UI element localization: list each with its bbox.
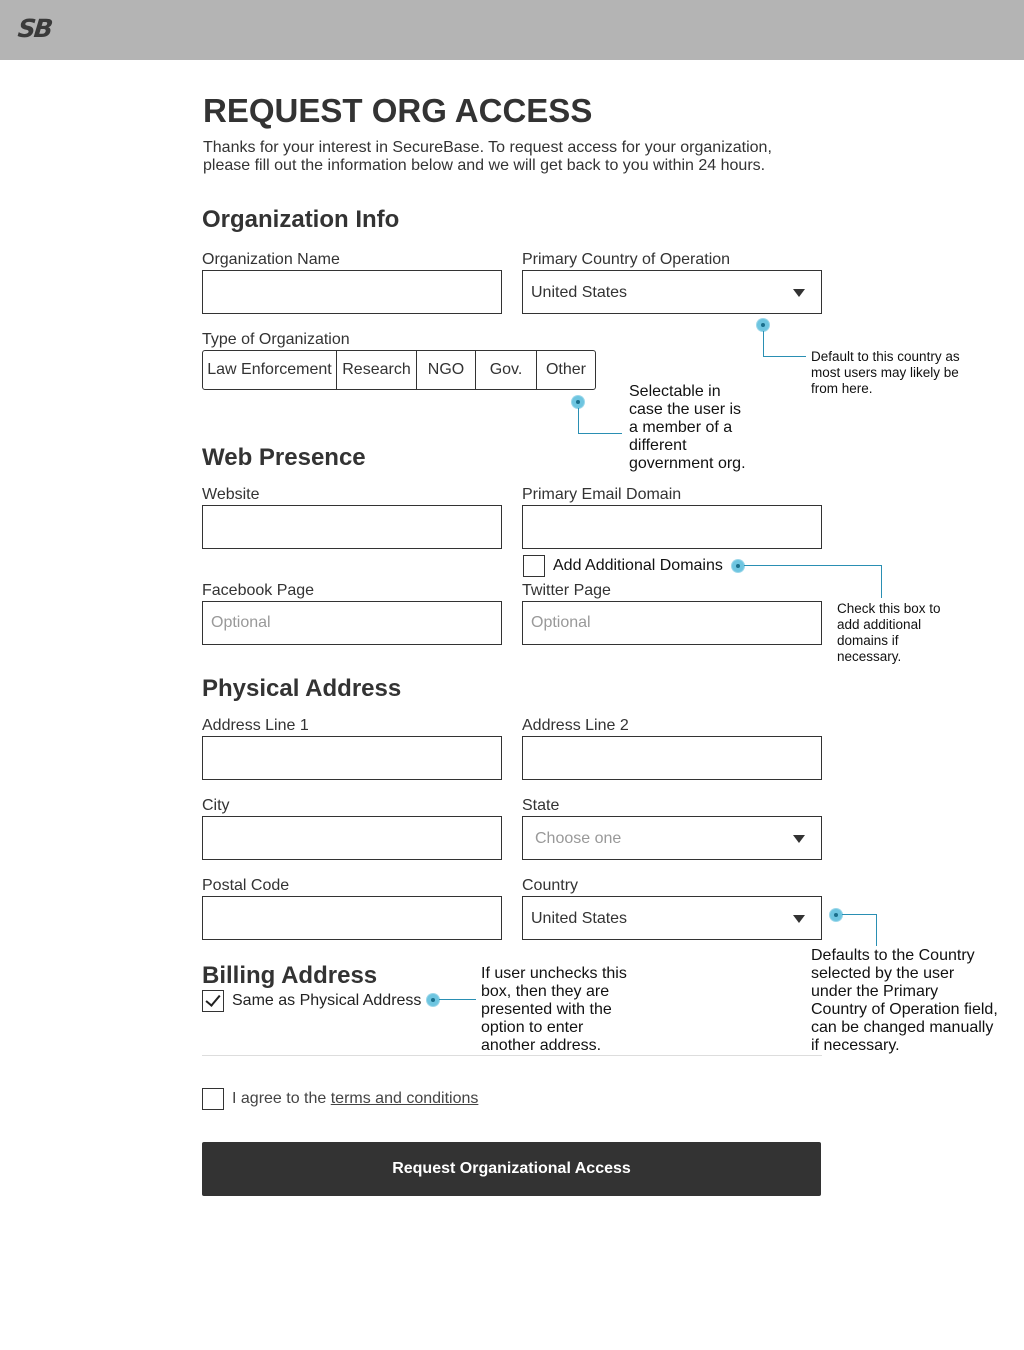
intro-line-1: Thanks for your interest in SecureBase. To request access for your organization, — [203, 139, 772, 156]
annotation-text-line: selected by the user — [811, 965, 955, 982]
terms-prefix: I agree to the — [232, 1090, 331, 1107]
section-divider — [202, 1055, 822, 1056]
annotation-line — [439, 999, 476, 1000]
section-heading-org-info: Organization Info — [202, 206, 400, 233]
annotation-text-line: Selectable in — [629, 383, 721, 400]
address-line-1-label: Address Line 1 — [202, 717, 309, 734]
website-input[interactable] — [202, 505, 502, 549]
annotation-text-line: if necessary. — [811, 1037, 900, 1054]
page-title: REQUEST ORG ACCESS — [203, 92, 593, 129]
annotation-line — [881, 565, 882, 598]
twitter-input[interactable] — [522, 601, 822, 645]
section-heading-billing-address: Billing Address — [202, 962, 378, 989]
org-name-label: Organization Name — [202, 251, 340, 268]
annotation-billing-uncheck — [481, 965, 627, 1055]
org-type-gov[interactable]: Gov. — [476, 351, 537, 389]
website-label: Website — [202, 486, 260, 503]
annotation-text-line: under the Primary — [811, 983, 939, 1000]
terms-link[interactable]: terms and conditions — [330, 1090, 479, 1107]
intro-line-2: please fill out the information below and we will get back to you within 24 hours. — [203, 157, 766, 174]
same-as-physical-checkbox[interactable] — [202, 990, 224, 1012]
address-line-2-label: Address Line 2 — [522, 717, 629, 734]
state-label: State — [522, 797, 560, 814]
annotation-text-line: can be changed manually — [811, 1019, 994, 1036]
state-placeholder: Choose one — [535, 830, 622, 847]
twitter-label: Twitter Page — [522, 582, 611, 599]
address-line-2-input[interactable] — [522, 736, 822, 780]
annotation-country-defaults — [811, 947, 998, 1055]
email-domain-label: Primary Email Domain — [522, 486, 682, 503]
annotation-country-default — [811, 349, 960, 397]
country-of-operation-select[interactable] — [522, 270, 822, 314]
postal-code-label: Postal Code — [202, 877, 290, 894]
annotation-marker-country-default — [757, 319, 769, 331]
org-type-research[interactable]: Research — [337, 351, 417, 389]
country-value: United States — [531, 910, 628, 927]
annotation-type-other — [629, 383, 746, 473]
annotation-add-domains — [837, 601, 941, 665]
country-select[interactable] — [522, 896, 822, 940]
terms-checkbox[interactable] — [202, 1088, 224, 1110]
annotation-marker-add-domains — [732, 560, 744, 572]
annotation-marker-country — [830, 909, 842, 921]
logo[interactable]: SB — [16, 14, 53, 43]
annotation-text-line: case the user is — [629, 401, 742, 418]
annotation-line — [744, 565, 882, 566]
section-heading-physical-address: Physical Address — [202, 675, 402, 702]
annotation-marker-type-other — [572, 396, 584, 408]
email-domain-input[interactable] — [522, 505, 822, 549]
annotation-text-line: most users may likely be — [811, 365, 959, 380]
annotation-text-line: government org. — [629, 455, 746, 472]
annotation-line — [876, 914, 877, 946]
chevron-down-icon — [793, 835, 805, 843]
org-type-segmented-control — [202, 350, 596, 390]
country-label: Country — [522, 877, 579, 894]
country-of-operation-label: Primary Country of Operation — [522, 251, 731, 268]
annotation-line — [578, 433, 622, 434]
terms-text — [232, 1090, 478, 1108]
request-access-button[interactable]: Request Organizational Access — [202, 1142, 821, 1196]
annotation-text-line: If user unchecks this — [481, 965, 627, 982]
annotation-text-line: necessary. — [837, 649, 902, 664]
country-of-operation-value: United States — [531, 284, 628, 301]
city-input[interactable] — [202, 816, 502, 860]
intro-text — [203, 139, 803, 175]
annotation-text-line: a member of a — [629, 419, 733, 436]
state-select[interactable] — [522, 816, 822, 860]
annotation-text-line: domains if — [837, 633, 899, 648]
annotation-text-line: Country of Operation field, — [811, 1001, 998, 1018]
annotation-line — [763, 356, 806, 357]
annotation-line — [763, 331, 764, 356]
annotation-text-line: option to enter — [481, 1019, 584, 1036]
annotation-text-line: box, then they are — [481, 983, 610, 1000]
facebook-input[interactable] — [202, 601, 502, 645]
org-type-other[interactable]: Other — [545, 361, 586, 378]
facebook-label: Facebook Page — [202, 582, 315, 599]
annotation-line — [578, 408, 579, 433]
postal-code-input[interactable] — [202, 896, 502, 940]
section-heading-web-presence: Web Presence — [202, 444, 366, 471]
city-label: City — [202, 797, 230, 814]
annotation-text-line: add additional — [837, 617, 922, 632]
add-domains-checkbox[interactable] — [523, 555, 545, 577]
annotation-text-line: different — [629, 437, 687, 454]
annotation-text-line: from here. — [811, 381, 873, 396]
address-line-1-input[interactable] — [202, 736, 502, 780]
top-bar — [0, 0, 1024, 60]
org-name-input[interactable] — [202, 270, 502, 314]
chevron-down-icon — [793, 289, 805, 297]
org-type-ngo[interactable]: NGO — [417, 351, 476, 389]
org-type-law-enforcement[interactable]: Law Enforcement — [203, 351, 337, 389]
org-type-label: Type of Organization — [202, 331, 350, 348]
chevron-down-icon — [793, 915, 805, 923]
annotation-text-line: another address. — [481, 1037, 602, 1054]
annotation-marker-billing — [427, 994, 439, 1006]
annotation-line — [842, 914, 877, 915]
same-as-physical-label[interactable]: Same as Physical Address — [232, 992, 422, 1009]
annotation-text-line: Check this box to — [837, 601, 941, 616]
annotation-text-line: Defaults to the Country — [811, 947, 975, 964]
annotation-text-line: presented with the — [481, 1001, 612, 1018]
annotation-text-line: Default to this country as — [811, 349, 960, 364]
add-domains-label[interactable]: Add Additional Domains — [553, 557, 723, 574]
